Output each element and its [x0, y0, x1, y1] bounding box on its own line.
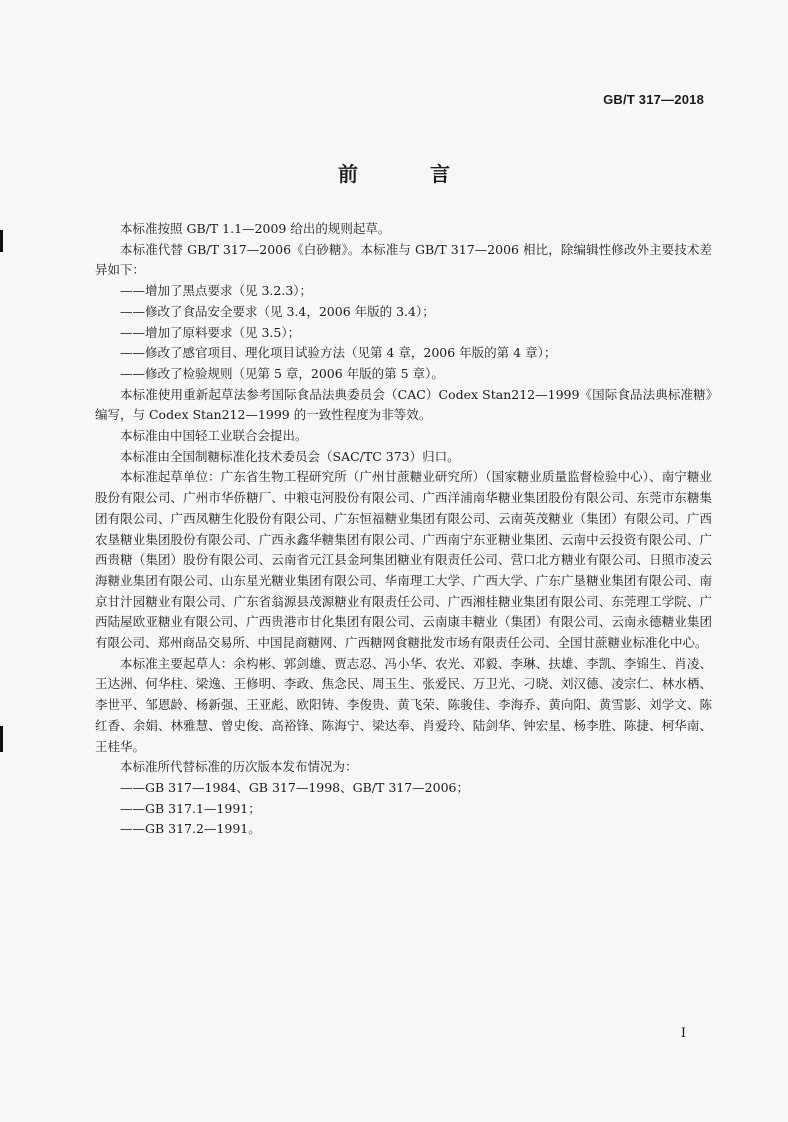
list-item-edition: ——GB 317.2—1991。	[120, 821, 261, 837]
list-item-edition: ——GB 317.1—1991；	[120, 800, 261, 816]
list-item-change: ——修改了感官项目、理化项目试验方法（见第 4 章，2006 年版的第 4 章）；	[120, 345, 557, 361]
scan-edge-mark-bottom	[0, 726, 3, 752]
paragraph-proposer: 本标准由中国轻工业联合会提出。	[120, 428, 308, 444]
scan-edge-mark-top	[0, 230, 3, 252]
list-item-edition: ——GB 317—1984、GB 317—1998、GB/T 317—2006；	[120, 779, 469, 795]
standard-code: GB/T 317—2018	[603, 92, 704, 107]
list-item-change: ——增加了原料要求（见 3.5）；	[120, 324, 301, 340]
list-item-change: ——修改了检验规则（见第 5 章，2006 年版的第 5 章）。	[120, 365, 444, 381]
paragraph-codex-reference: 本标准使用重新起草法参考国际食品法典委员会（CAC）Codex Stan212—1999《国际食品法典标准糖》编写，与 Codex Stan212—1999 的一致性程度为非等效。	[95, 386, 712, 423]
document-body	[95, 219, 712, 840]
paragraph-technical-committee: 本标准由全国制糖标准化技术委员会（SAC/TC 373）归口。	[120, 448, 460, 464]
list-item-change: ——修改了食品安全要求（见 3.4，2006 年版的 3.4）；	[120, 303, 435, 319]
paragraph-drafters: 本标准主要起草人：余构彬、郭剑雄、贾志忍、冯小华、农光、邓毅、李琳、扶雄、李凯、李锦生、肖凌、王达洲、何华柱、梁逸、王修明、李政、焦念民、周玉生、张爱民、万卫光、刁晓、刘汉德、凌宗仁、林水栖、李世平、邹恩龄、杨新强、王亚彪、欧阳铸、李俊贵、黄飞荣、陈骏佳、李海乔、黄向阳、黄雪影、刘学文、陈红香、余娟、林雅慧、曾史俊、高裕锋、陈海宁、梁达奉、肖爱玲、陆剑华、钟宏星、杨李胜、陈捷、柯华南、王桂华。	[95, 655, 712, 754]
page-number: I	[680, 1026, 686, 1041]
paragraph-replacement: 本标准代替 GB/T 317—2006《白砂糖》。本标准与 GB/T 317—2006 相比，除编辑性修改外主要技术差异如下：	[95, 241, 712, 278]
page-title: 前 言	[338, 162, 476, 186]
paragraph-drafting-rules: 本标准按照 GB/T 1.1—2009 给出的规则起草。	[120, 221, 391, 236]
paragraph-drafting-units: 本标准起草单位：广东省生物工程研究所（广州甘蔗糖业研究所）（国家糖业质量监督检验中心）、南宁糖业股份有限公司、广州市华侨糖厂、中粮屯河股份有限公司、广西洋浦南华糖业集团股份有限公司、东莞市东糖集团有限公司、广西凤糖生化股份有限公司、广东恒福糖业集团有限公司、云南英茂糖业（集团）有限公司、广西农垦糖业集团股份有限公司、广西永鑫华糖集团有限公司、广西南宁东亚糖业集团、云南中云投资有限公司、广西贵糖（集团）股份有限公司、云南省元江县金珂集团糖业有限责任公司、营口北方糖业有限公司、日照市凌云海糖业集团有限公司、山东星光糖业集团有限公司、华南理工大学、广西大学、广东广垦糖业集团有限公司、南京甘汁园糖业有限公司、广东省翁源县茂源糖业有限责任公司、广西湘桂糖业集团有限公司、东莞理工学院、广西陆屋欧亚糖业有限公司、广西贵港市甘化集团有限公司、云南康丰糖业（集团）有限公司、云南永德糖业集团有限公司、郑州商品交易所、中国昆商糖网、广西糖网食糖批发市场有限责任公司、全国甘蔗糖业标准化中心。	[95, 469, 712, 651]
list-item-change: ——增加了黑点要求（见 3.2.3）；	[120, 283, 313, 299]
paragraph-previous-editions: 本标准所代替标准的历次版本发布情况为：	[120, 759, 358, 775]
